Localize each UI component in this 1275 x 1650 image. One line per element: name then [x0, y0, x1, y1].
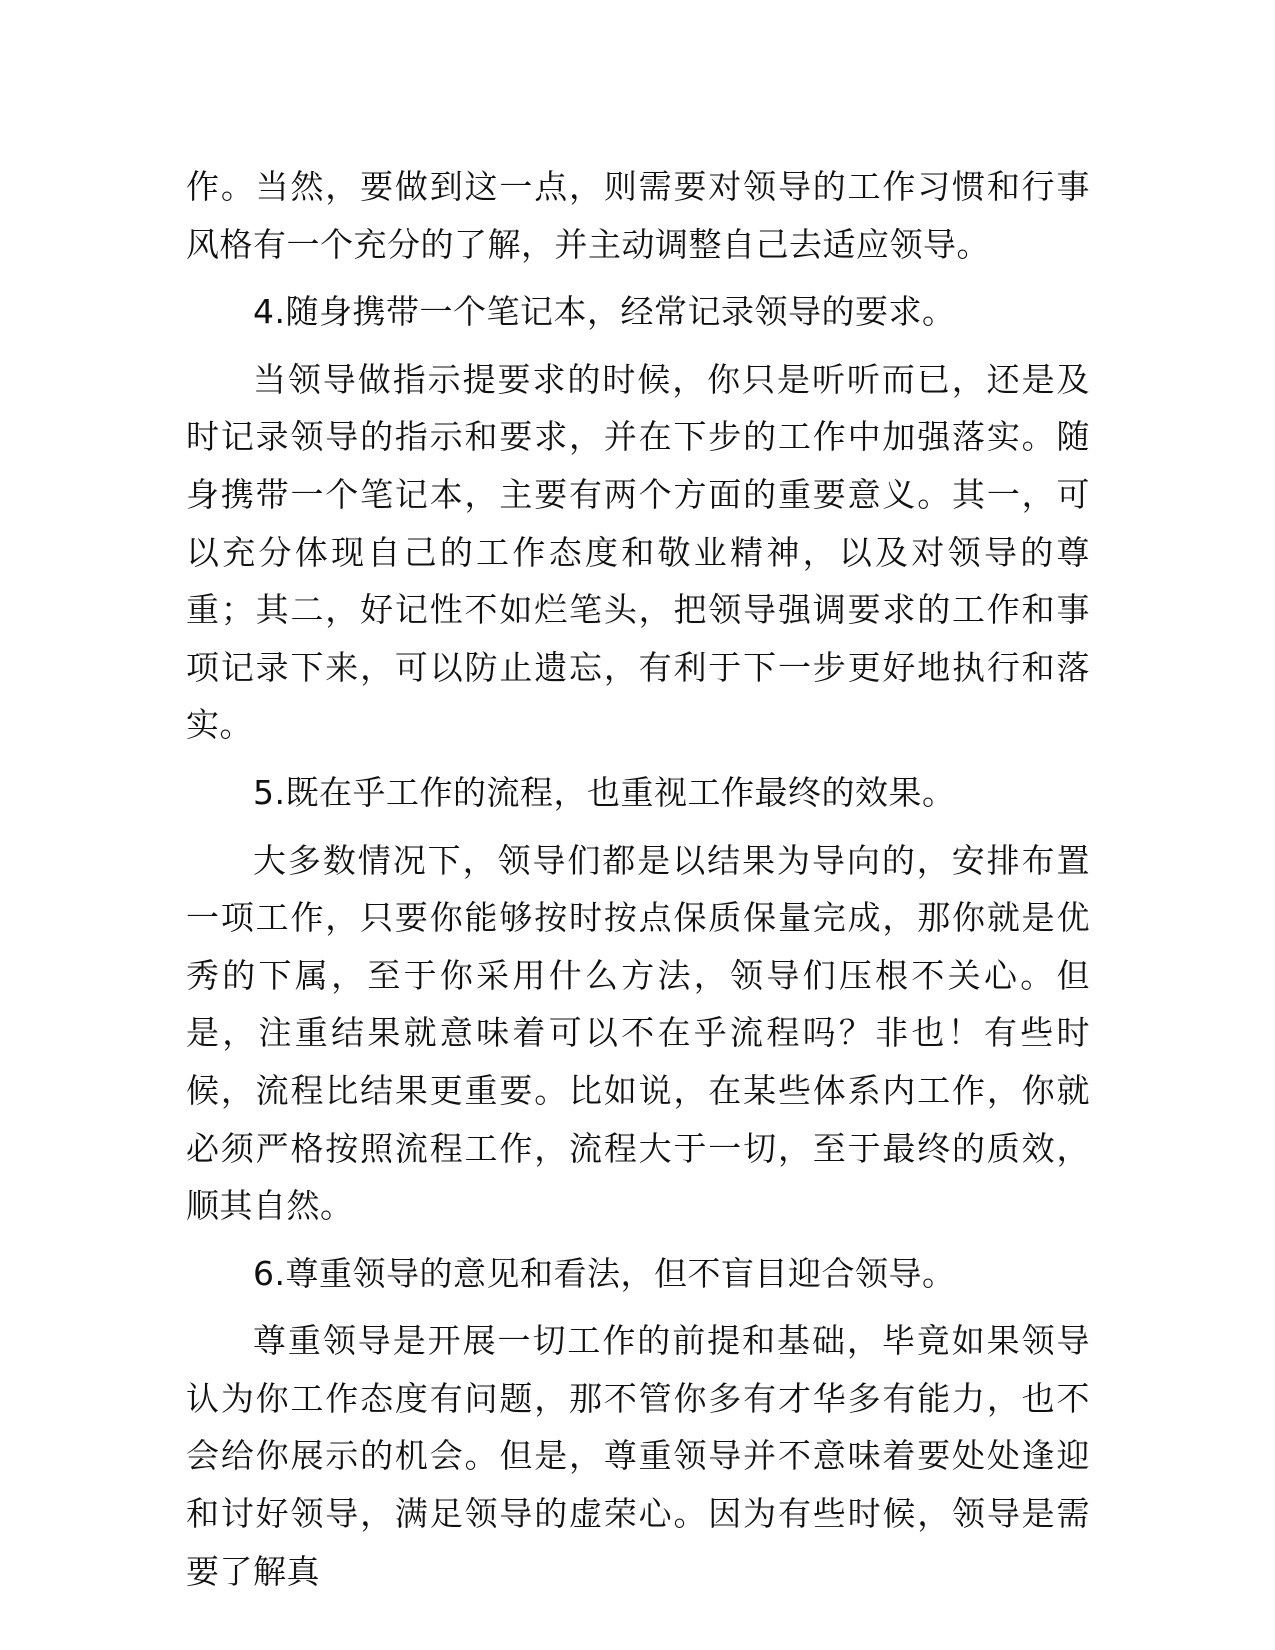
section-heading-4: 4.随身携带一个笔记本，经常记录领导的要求。 [253, 292, 956, 332]
paragraph: 大多数情况下，领导们都是以结果为导向的，安排布置一项工作，只要你能够按时按点保质保量完成，那你就是优秀的下属，至于你采用什么方法，领导们压根不关心。但是，注重结果就意味着可以不在乎流程吗？非也！有些时候，流程比结果更重要。比如说，在某些体系内工作，你就必须严格按照流程工作，流程大于一切，至于最终的质效，顺其自然。 [186, 840, 1090, 1226]
document-body [186, 158, 1090, 1600]
section-heading-5: 5.既在乎工作的流程，也重视工作最终的效果。 [253, 772, 956, 812]
paragraph: 尊重领导是开展一切工作的前提和基础，毕竟如果领导认为你工作态度有问题，那不管你多有才华多有能力，也不会给你展示的机会。但是，尊重领导并不意味着要处处逢迎和讨好领导，满足领导的虚荣心。因为有些时候，领导是需要了解真 [186, 1321, 1090, 1591]
section-heading-6: 6.尊重领导的意见和看法，但不盲目迎合领导。 [253, 1253, 956, 1293]
paragraph-continuation: 作。当然，要做到这一点，则需要对领导的工作习惯和行事风格有一个充分的了解，并主动调整自己去适应领导。 [186, 167, 1090, 264]
paragraph: 当领导做指示提要求的时候，你只是听听而已，还是及时记录领导的指示和要求，并在下步的工作中加强落实。随身携带一个笔记本，主要有两个方面的重要意义。其一，可以充分体现自己的工作态度和敬业精神，以及对领导的尊重；其二，好记性不如烂笔头，把领导强调要求的工作和事项记录下来，可以防止遗忘，有利于下一步更好地执行和落实。 [186, 359, 1090, 745]
